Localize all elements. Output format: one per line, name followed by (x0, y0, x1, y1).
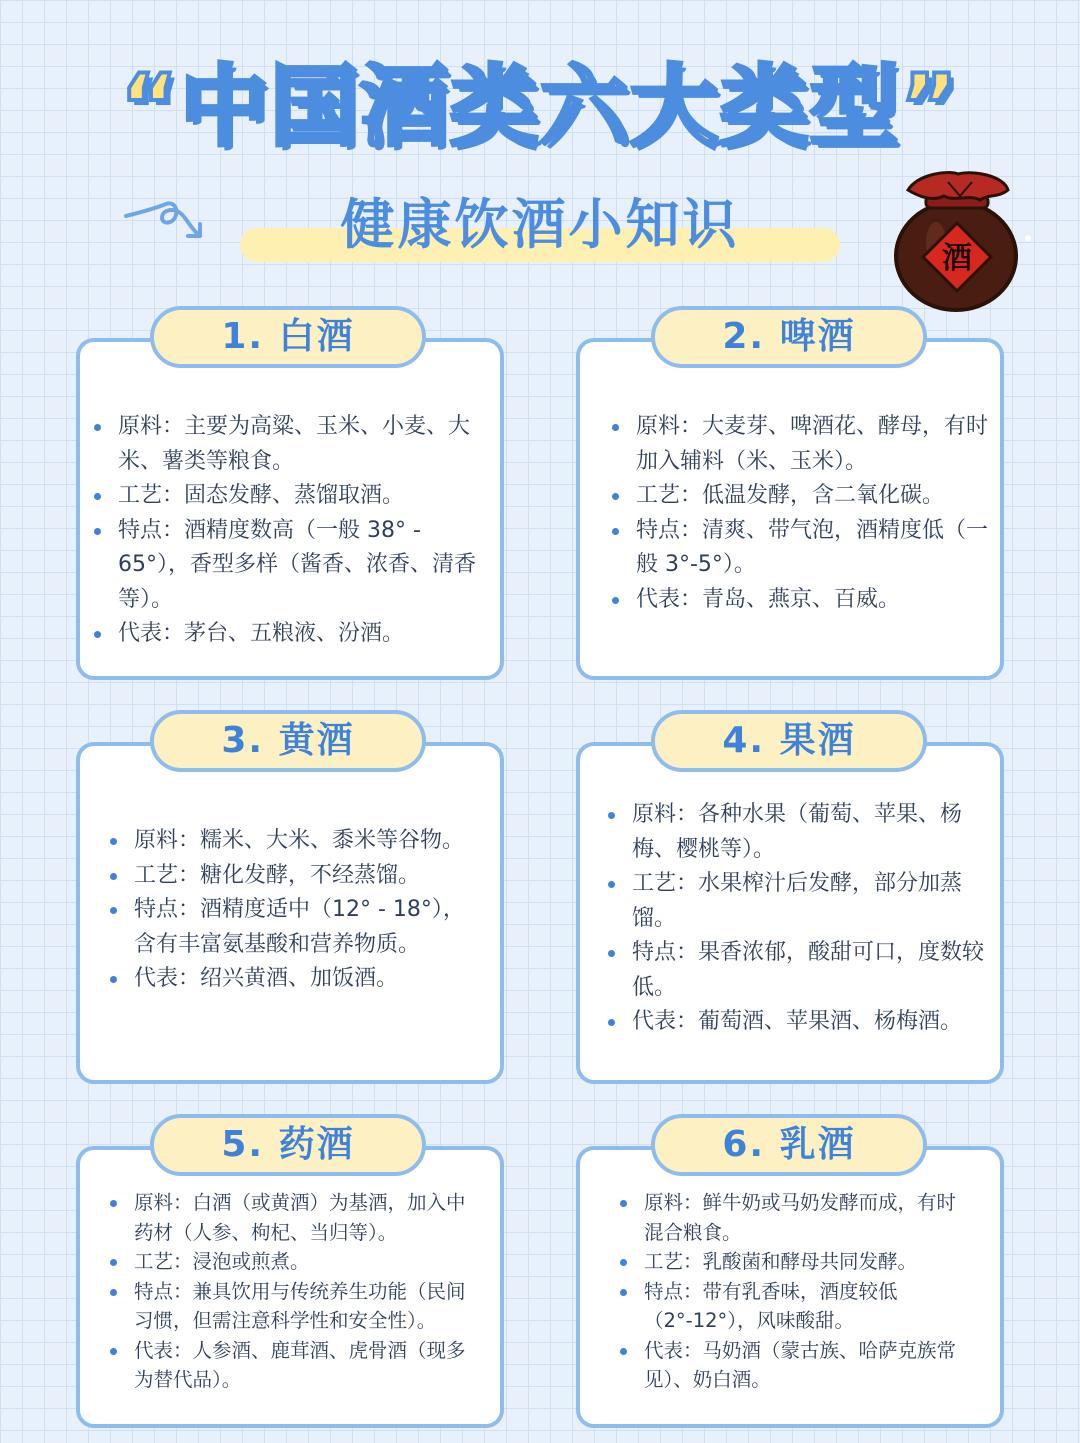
card-guojiu (576, 742, 1004, 1084)
list-item: 工艺：糖化发酵，不经蒸馏。 (110, 859, 484, 894)
list-item: 代表：人参酒、鹿茸酒、虎骨酒（现多为替代品）。 (110, 1336, 484, 1395)
card-title-yaojiu: 5. 药酒 (150, 1114, 426, 1176)
jar-label: 酒 (942, 241, 972, 276)
list-item: 特点：酒精度数高（一般 38° - 65°），香型多样（酱香、浓香、清香等）。 (94, 514, 490, 618)
list-item: 特点：兼具饮用与传统养生功能（民间习惯，但需注意科学性和安全性）。 (110, 1277, 484, 1336)
wine-jar-icon (888, 168, 1038, 313)
list-item: 代表：青岛、燕京、百威。 (612, 583, 992, 618)
list-item: 特点：酒精度适中（12° - 18°），含有丰富氨基酸和营养物质。 (110, 893, 484, 962)
card-title-pijiu: 2. 啤酒 (651, 306, 927, 368)
list-item: 工艺：乳酸菌和酵母共同发酵。 (620, 1247, 970, 1277)
card-rujiu (576, 1146, 1004, 1428)
card-huangjiu (76, 742, 504, 1084)
list-item: 代表：绍兴黄酒、加饭酒。 (110, 962, 484, 997)
card-pijiu (576, 338, 1004, 680)
list-item: 原料：白酒（或黄酒）为基酒，加入中药材（人参、枸杞、当归等）。 (110, 1188, 484, 1247)
list-item: 工艺：浸泡或煎煮。 (110, 1247, 484, 1277)
list-item: 代表：葡萄酒、苹果酒、杨梅酒。 (608, 1005, 988, 1040)
card-title-huangjiu: 3. 黄酒 (150, 710, 426, 772)
list-item: 特点：果香浓郁，酸甜可口，度数较低。 (608, 936, 988, 1005)
list-item: 原料：鲜牛奶或马奶发酵而成，有时混合粮食。 (620, 1188, 970, 1247)
list-item: 原料：主要为高粱、玉米、小麦、大米、薯类等粮食。 (94, 410, 490, 479)
list-item: 代表：茅台、五粮液、汾酒。 (94, 617, 490, 652)
list-item: 代表：马奶酒（蒙古族、哈萨克族常见）、奶白酒。 (620, 1336, 970, 1395)
list-item: 特点：带有乳香味，酒度较低（2°-12°），风味酸甜。 (620, 1277, 970, 1336)
card-title-guojiu: 4. 果酒 (651, 710, 927, 772)
list-item: 特点：清爽、带气泡，酒精度低（一般 3°-5°）。 (612, 514, 992, 583)
page-subtitle: 健康饮酒小知识 (340, 193, 740, 256)
card-title-baijiu: 1. 白酒 (150, 306, 426, 368)
list-item: 原料：糯米、大米、黍米等谷物。 (110, 824, 484, 859)
page-title: “中国酒类六大类型” (120, 55, 960, 158)
list-item: 工艺：水果榨汁后发酵，部分加蒸馏。 (608, 867, 988, 936)
list-item: 工艺：低温发酵，含二氧化碳。 (612, 479, 992, 514)
card-yaojiu (76, 1146, 504, 1428)
list-item: 原料：大麦芽、啤酒花、酵母，有时加入辅料（米、玉米）。 (612, 410, 992, 479)
card-baijiu (76, 338, 504, 680)
card-title-rujiu: 6. 乳酒 (651, 1114, 927, 1176)
list-item: 原料：各种水果（葡萄、苹果、杨梅、樱桃等）。 (608, 798, 988, 867)
list-item: 工艺：固态发酵、蒸馏取酒。 (94, 479, 490, 514)
